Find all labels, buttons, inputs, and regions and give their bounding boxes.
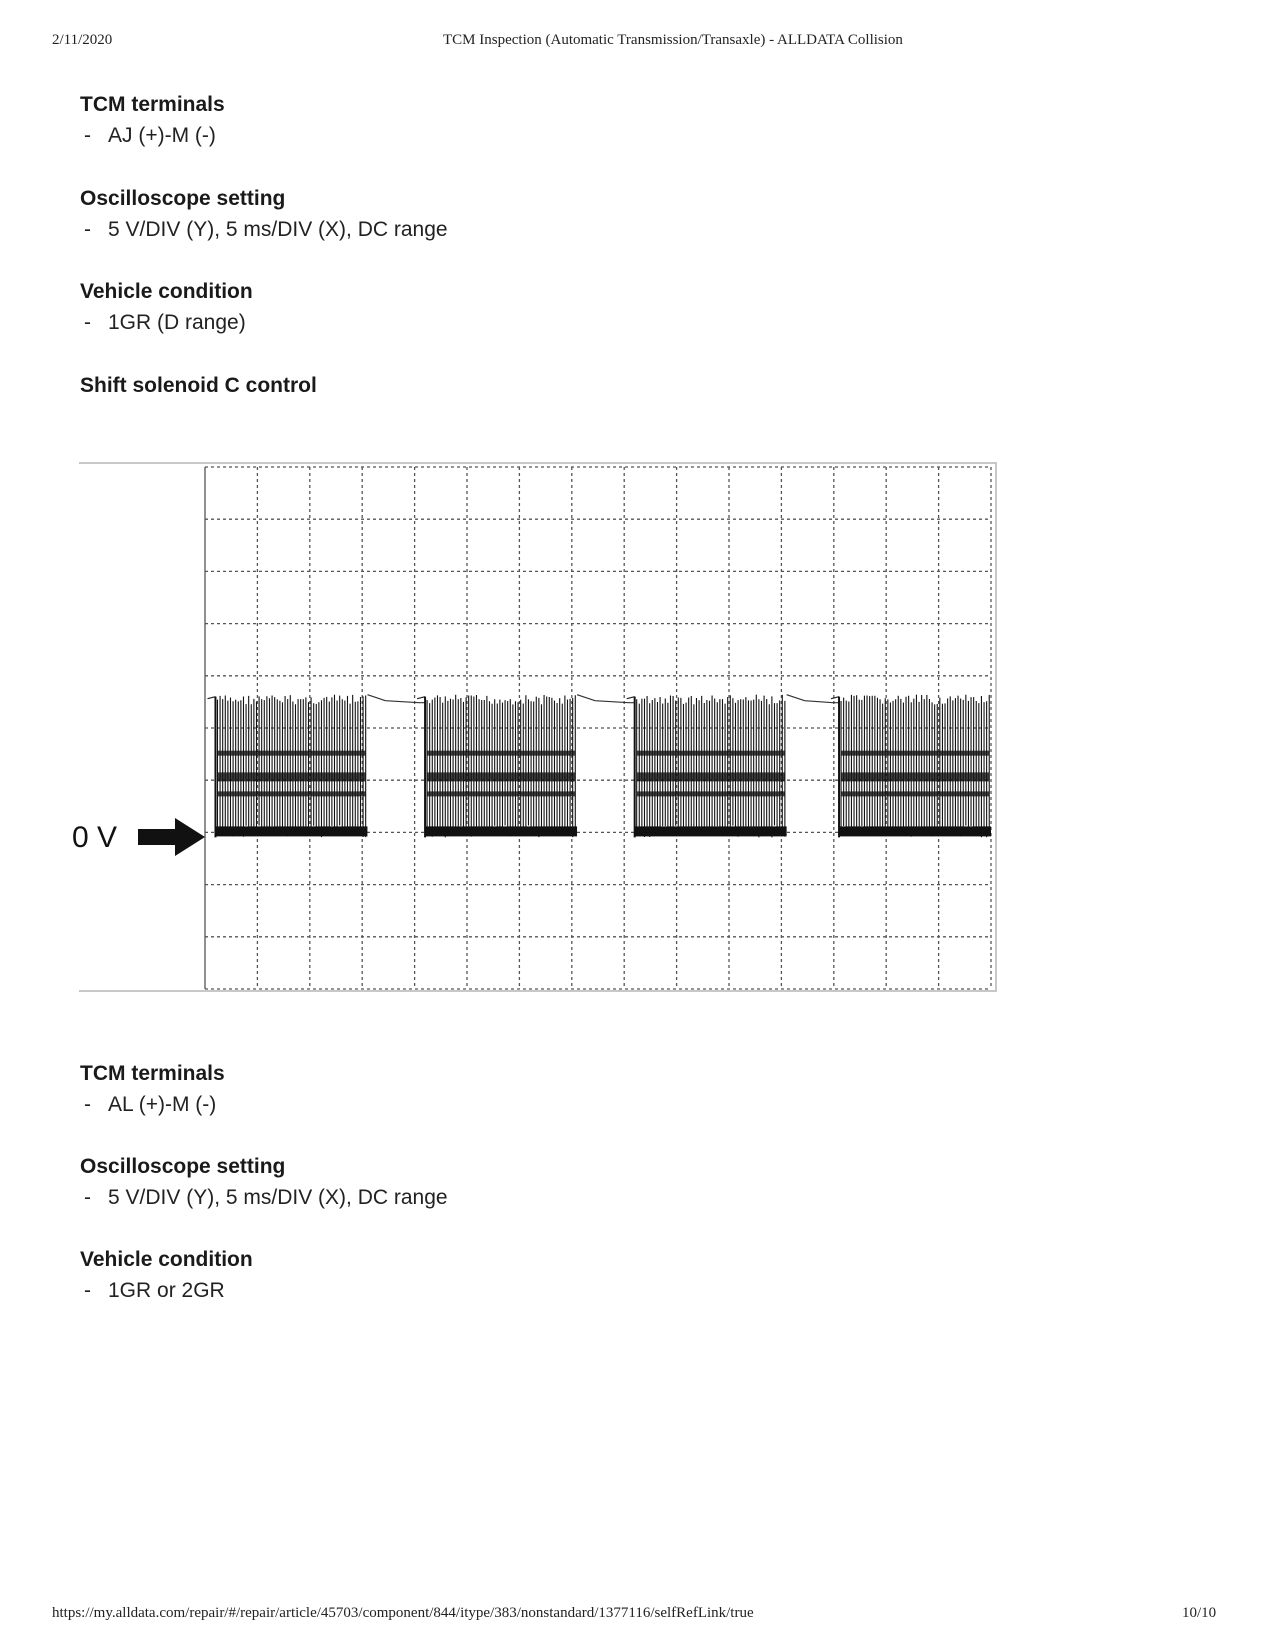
vehicle-condition-value: - 1GR (D range) [84, 311, 246, 334]
trace-dense-band [427, 751, 575, 756]
section-heading-tcm-terminals-2: TCM terminals [80, 1062, 225, 1085]
vehicle-condition-value-2: - 1GR or 2GR [84, 1279, 225, 1302]
section-heading-vehicle-condition: Vehicle condition [80, 280, 253, 303]
zero-volt-arrow-icon [138, 818, 205, 856]
section-heading-shift-solenoid: Shift solenoid C control [80, 374, 317, 397]
section-heading-tcm-terminals: TCM terminals [80, 93, 225, 116]
trace-low-band [839, 826, 991, 836]
trace-dense-band [427, 791, 575, 796]
trace-idle-segment [577, 695, 635, 703]
waveform-trace [207, 695, 991, 838]
trace-leading-edge [207, 697, 215, 699]
trace-dense-band [841, 791, 989, 796]
section-heading-oscilloscope-setting: Oscilloscope setting [80, 187, 286, 210]
footer-page-number: 10/10 [1182, 1605, 1217, 1621]
section-heading-oscilloscope-setting-2: Oscilloscope setting [80, 1155, 286, 1178]
trace-dense-band [841, 772, 989, 781]
trace-dense-band [637, 791, 785, 796]
header-date: 2/11/2020 [52, 32, 113, 48]
oscilloscope-waveform [72, 462, 997, 992]
trace-low-band [215, 826, 367, 836]
trace-dense-band [637, 772, 785, 781]
tcm-terminals-value: - AJ (+)-M (-) [84, 124, 216, 147]
tcm-terminals-value-2: - AL (+)-M (-) [84, 1093, 217, 1116]
footer-url: https://my.alldata.com/repair/#/repair/article/45703/component/844/itype/383/nonstandard/1377116/selfRefLink/true [52, 1605, 754, 1621]
trace-dense-band [427, 772, 575, 781]
trace-low-band [425, 826, 577, 836]
trace-dense-band [217, 772, 365, 781]
oscilloscope-setting-value: - 5 V/DIV (Y), 5 ms/DIV (X), DC range [84, 218, 448, 241]
trace-dense-band [217, 751, 365, 756]
header-title: TCM Inspection (Automatic Transmission/Transaxle) - ALLDATA Collision [443, 32, 903, 48]
trace-idle-segment [367, 695, 425, 703]
trace-dense-band [217, 791, 365, 796]
trace-leading-edge [417, 697, 425, 699]
zero-volt-label: 0 V [72, 821, 118, 854]
trace-low-band [635, 826, 787, 836]
oscilloscope-setting-value-2: - 5 V/DIV (Y), 5 ms/DIV (X), DC range [84, 1186, 448, 1209]
trace-leading-edge [627, 697, 635, 699]
oscilloscope-grid [205, 467, 991, 989]
section-heading-vehicle-condition-2: Vehicle condition [80, 1248, 253, 1271]
trace-leading-edge [831, 697, 839, 699]
trace-dense-band [637, 751, 785, 756]
trace-dense-band [841, 751, 989, 756]
